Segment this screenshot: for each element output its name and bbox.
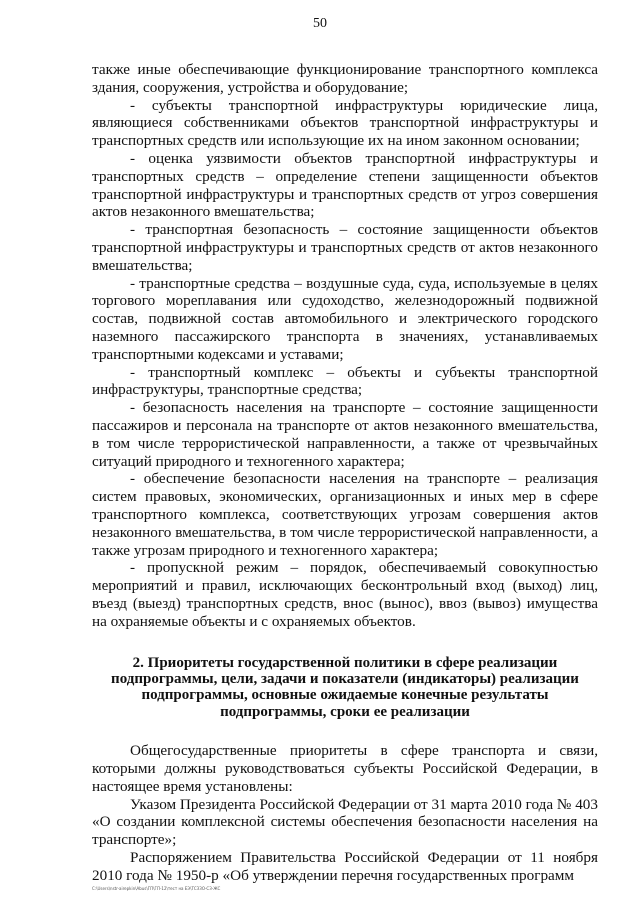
- definition-paragraph: - транспортные средства – воздушные суда, суда, используемые в целях торгового мореплавания или судоходство, железнодорожный подвижной состав, подвижной состав автомобильного и электрического городского наземного пассажирского транспорта в значениях, устанавливаемых транспортными кодексами и уставами;: [92, 274, 598, 363]
- section-heading: 2. Приоритеты государственной политики в сфере реализации подпрограммы, цели, задачи и показатели (индикаторы) реализации подпрограммы, основные ожидаемые конечные результаты подпрограммы, сроки ее реализации: [111, 654, 579, 720]
- page-number: 50: [313, 16, 327, 31]
- definition-paragraph: - безопасность населения на транспорте – состояние защищенности пассажиров и персонала на транспорте от актов незаконного вмешательства, в том числе террористической направленности, а также от чрезвычайных ситуаций природного и техногенного характера;: [92, 399, 598, 470]
- file-path-footer: C:\Users\nstr-airepkin\Abus\ГП\ГП-12\тест на ЕЭ\ТСЗЗО-СЗ-ЖС: [92, 886, 221, 891]
- section-paragraph: Распоряжением Правительства Российской Федерации от 11 ноября 2010 года № 1950-р «Об утверждении перечня государственных программ: [92, 848, 598, 884]
- paragraph: также иные обеспечивающие функционирование транспортного комплекса здания, сооружения, устройства и оборудование;: [92, 61, 598, 96]
- definition-paragraph: - пропускной режим – порядок, обеспечиваемый совокупностью мероприятий и правил, исключающих бесконтрольный вход (выход) лиц, въезд (выезд) транспортных средств, внос (вынос), ввоз (вывоз) имущества на охраняемые объекты и с охраняемых объектов.: [92, 559, 598, 630]
- definition-paragraph: - субъекты транспортной инфраструктуры юридические лица, являющиеся собственниками объектов транспортной инфраструктуры и транспортных средств или использующие их на ином законном основании;: [92, 96, 598, 150]
- definition-paragraph: - обеспечение безопасности населения на транспорте – реализация систем правовых, экономических, организационных и иных мер в сфере транспортного комплекса, соответствующих угрозам совершения актов незаконного вмешательства, в том числе террористической направленности, а также угрозам природного и техногенного характера;: [92, 470, 598, 559]
- definition-paragraph: - транспортная безопасность – состояние защищенности объектов транспортной инфраструктуры и транспортных средств от актов незаконного вмешательства;: [92, 221, 598, 274]
- section-paragraph: Общегосударственные приоритеты в сфере транспорта и связи, которыми должны руководствоваться субъекты Российской Федерации, в настоящее время установлены:: [92, 742, 598, 795]
- section-paragraph: Указом Президента Российской Федерации от 31 марта 2010 года № 403 «О создании комплексной системы обеспечения безопасности населения на транспорте»;: [92, 795, 598, 849]
- definition-paragraph: - оценка уязвимости объектов транспортной инфраструктуры и транспортных средств – определение степени защищенности объектов транспортной инфраструктуры и транспортных средств от угроз совершения актов незаконного вмешательства;: [92, 149, 598, 221]
- document-body: [92, 61, 598, 885]
- definition-paragraph: - транспортный комплекс – объекты и субъекты транспортной инфраструктуры, транспортные средства;: [92, 363, 598, 399]
